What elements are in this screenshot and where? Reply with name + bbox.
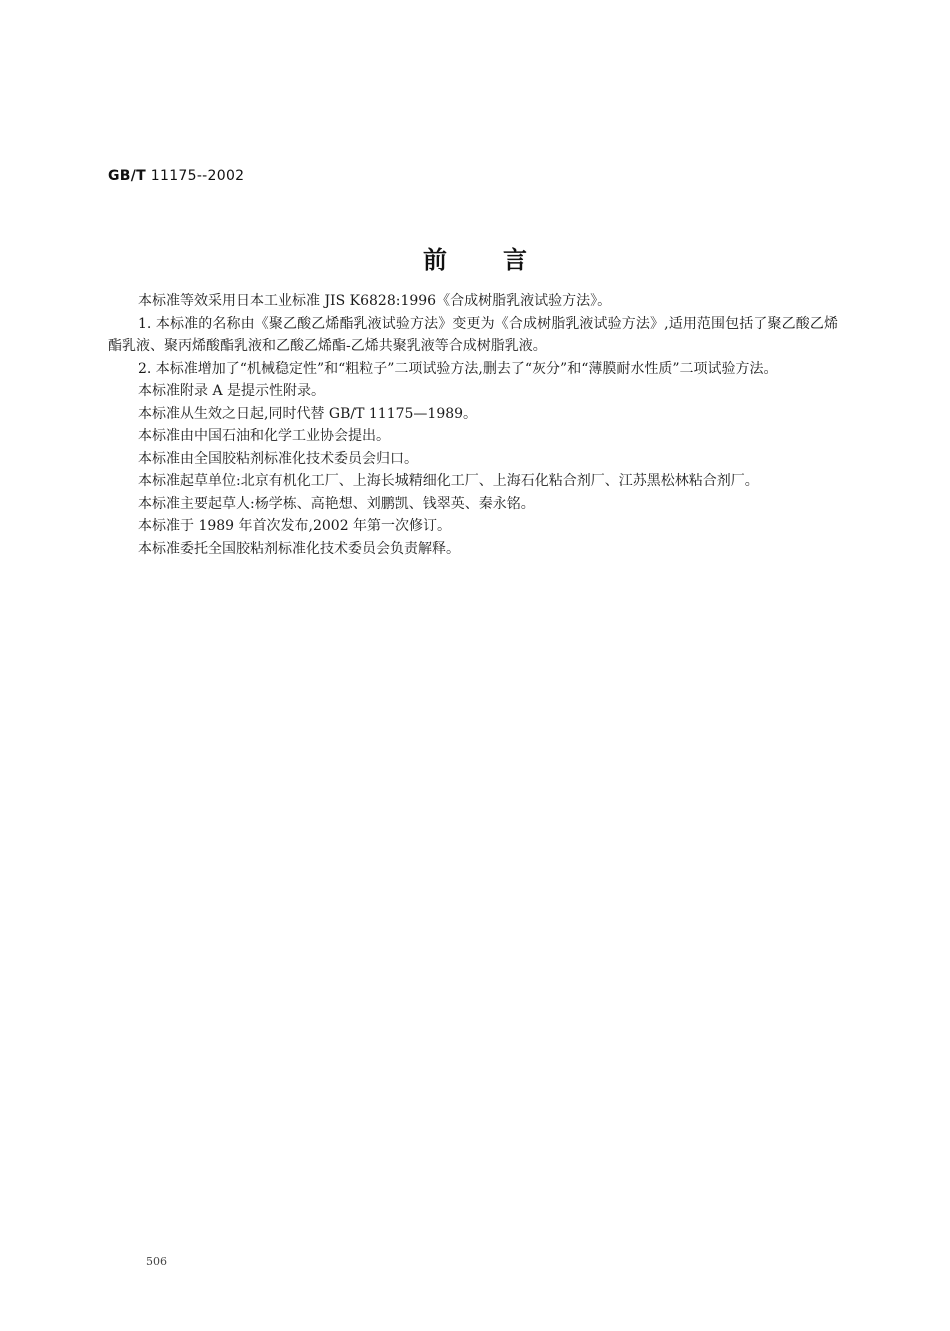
paragraph-history: 本标准于 1989 年首次发布,2002 年第一次修订。 (138, 518, 452, 534)
paragraph-equivalent-standard: 本标准等效采用日本工业标准 JIS K6828:1996《合成树脂乳液试验方法》。 (138, 293, 612, 309)
paragraph-name-change: 1. 本标准的名称由《聚乙酸乙烯酯乳液试验方法》变更为《合成树脂乳液试验方法》,适用范围包括了聚乙酸乙烯酯乳液、聚丙烯酸酯乳液和乙酸乙烯酯-乙烯共聚乳液等合成树脂乳液。 (108, 315, 838, 354)
paragraph-appendix: 本标准附录 A 是提示性附录。 (138, 383, 326, 399)
paragraph-proposer: 本标准由中国石油和化学工业协会提出。 (138, 428, 390, 444)
page-number: 506 (146, 1255, 167, 1268)
paragraph-test-methods: 2. 本标准增加了“机械稳定性”和“粗粒子”二项试验方法,删去了“灰分”和“薄膜耐水性质”二项试验方法。 (138, 360, 778, 377)
paragraph-replacement: 本标准从生效之日起,同时代替 GB/T 11175—1989。 (138, 405, 478, 422)
standard-code (108, 168, 244, 184)
paragraph-drafters: 本标准主要起草人:杨学栋、高艳想、刘鹏凯、钱翠英、秦永铭。 (138, 495, 535, 512)
standard-code-prefix: GB/T (108, 168, 147, 184)
standard-code-number: 11175--2002 (150, 168, 245, 184)
foreword-body (108, 290, 838, 560)
page-title: 前言 (423, 246, 583, 274)
paragraph-interpretation: 本标准委托全国胶粘剂标准化技术委员会负责解释。 (138, 540, 460, 557)
paragraph-centralized: 本标准由全国胶粘剂标准化技术委员会归口。 (138, 450, 418, 467)
paragraph-drafting-units: 本标准起草单位:北京有机化工厂、上海长城精细化工厂、上海石化粘合剂厂、江苏黑松林粘合剂厂。 (138, 473, 759, 489)
